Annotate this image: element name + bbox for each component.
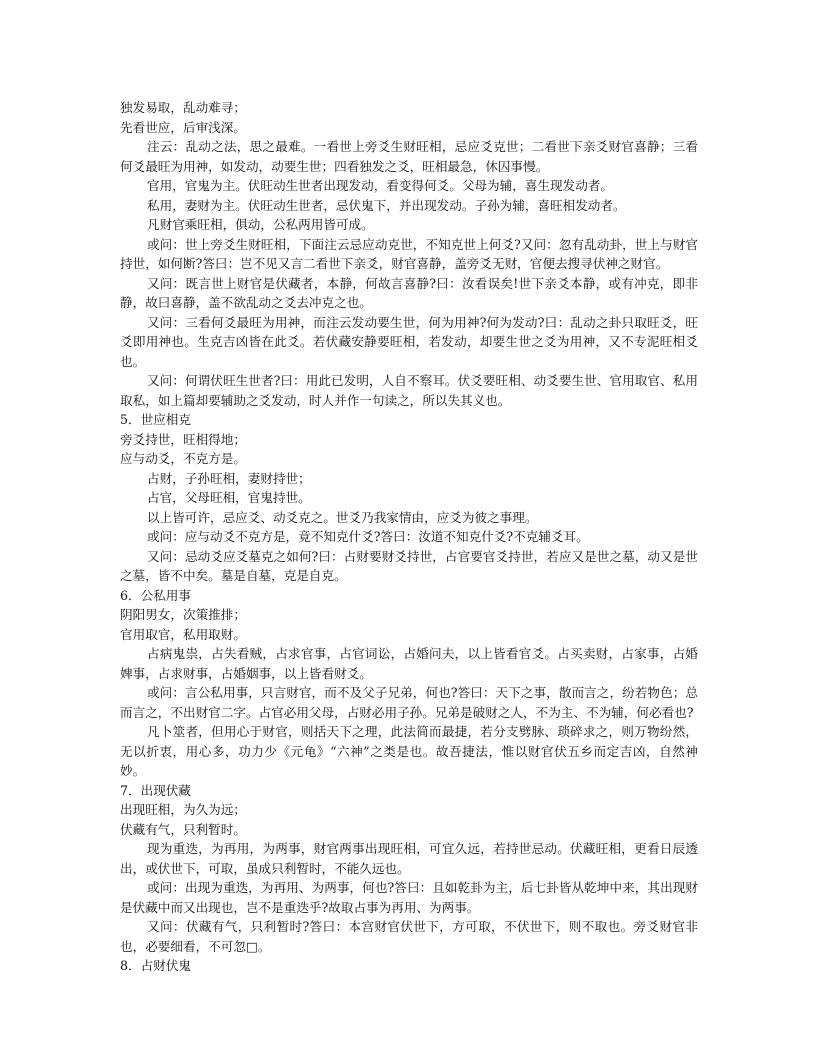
- verse-line: 出现旺相，为久为远；: [120, 802, 246, 817]
- paragraph: 占财，子孙旺相，妻财持世；: [147, 470, 311, 486]
- paragraph: 或问：应与动爻不克方是，竟不知克什爻?答曰：汝道不知克什爻?不克辅爻耳。: [147, 529, 589, 544]
- paragraph: 又问：忌动爻应爻墓克之如何?曰：占财要财爻持世，占官要官爻持世，若应又是世之墓，动又是世之墓，皆不中矣。墓是自墓，克是自克。: [120, 548, 698, 583]
- verse-line: 伏藏有气，只利暂时。: [120, 821, 246, 837]
- verse-line: 独发易取，乱动难寻；: [120, 100, 246, 115]
- paragraph: 现为重迭，为再用，为两事，财官两事出现旺相，可宜久远，若持世忌动。伏藏旺相，更看日辰透出，或伏世下，可取，虽成只利暂时，不能久远也。: [120, 841, 698, 876]
- paragraph: 注云：乱动之法，思之最难。一看世上旁爻生财旺相，忌应爻克世；二看世下亲爻财官喜静；三看何爻最旺为用神，如发动，动要生世；四看独发之爻，旺相最急，休囚事慢。: [120, 139, 698, 174]
- paragraph: 又问：伏藏有气，只利暂时?答曰：本宫财官伏世下，方可取，不伏世下，则不取也。旁爻财官非也，必要细看，不可忽□。: [120, 919, 698, 954]
- verse-line: 应与动爻，不克方是。: [120, 451, 246, 466]
- paragraph: 占官，父母旺相，官鬼持世。: [147, 490, 311, 505]
- section-heading: 6．公私用事: [120, 587, 191, 603]
- verse-line: 阴阳男女，次策推排；: [120, 607, 246, 622]
- paragraph: 私用，妻财为主。伏旺动生世者，忌伏鬼下，并出现发动。子孙为辅，喜旺相发动者。: [147, 197, 626, 213]
- verse-line: 官用取官，私用取财。: [120, 626, 246, 642]
- paragraph: 凡卜筮者，但用心于财官，则括天下之理，此法简而最捷，若分支劈脉、琐碎求之，则万物纷然，无以折衷，用心多，功力少《元龟》“六神”之类是也。故吾捷法，惟以财官伏五乡而定吉凶，自然神妙。: [120, 724, 698, 778]
- paragraph: 以上皆可许，忌应爻、动爻克之。世爻乃我家情由，应爻为彼之事理。: [147, 509, 538, 525]
- section-heading: 5．世应相克: [120, 412, 191, 427]
- paragraph: 或问：出现为重迭，为再用、为两事，何也?答曰：且如乾卦为主，后七卦皆从乾坤中来，其出现财是伏藏中而又出现也，岂不是重迭乎?故取占事为再用、为两事。: [120, 880, 698, 915]
- paragraph: 官用，官鬼为主。伏旺动生世者出现发动，看变得何爻。父母为辅，喜生现发动者。: [147, 178, 613, 193]
- paragraph: 或问：言公私用事，只言财官，而不及父子兄弟，何也?答曰：天下之事，散而言之，纷若物色；总而言之，不出财官二字。占官必用父母，占财必用子孙。兄弟是破财之人，不为主、不为辅，何必看也?: [120, 685, 698, 720]
- paragraph: 又问：三看何爻最旺为用神，而注云发动要生世，何为用神?何为发动?曰：乱动之卦只取旺爻，旺爻即用神也。生克吉凶皆在此爻。若伏藏安静要旺相，若发动，却要生世之爻为用神，又不专泥旺相爻也。: [120, 314, 698, 369]
- section-heading: 8．占财伏鬼: [120, 958, 191, 973]
- document-page: [120, 98, 698, 976]
- paragraph: 又问：何谓伏旺生世者?曰：用此已发明，人自不察耳。伏爻要旺相、动爻要生世、官用取官、私用取私，如上篇却要辅助之爻发动，时人并作一句读之，所以失其义也。: [120, 373, 698, 408]
- paragraph: 凡财官乘旺相，俱动，公私两用皆可成。: [147, 217, 374, 232]
- paragraph: 又问：既言世上财官是伏藏者，本静，何故言喜静?曰：汝看误矣!世下亲爻本静，或有冲克，即非静，故曰喜静，盖不欲乱动之爻去冲克之也。: [120, 275, 698, 310]
- verse-line: 先看世应，后审浅深。: [120, 119, 246, 135]
- paragraph: 或问：世上旁爻生财旺相，下面注云忌应动克世，不知克世上何爻?又问：忽有乱动卦，世上与财官持世，如何断?答曰：岂不见又言二看世下亲爻，财官喜静，盖旁爻无财，官便去搜寻伏神之财官。: [120, 236, 698, 271]
- paragraph: 占病鬼祟，占失看贼，占求官事，占官词讼，占婚问夫，以上皆看官爻。占买卖财，占家事，占婚婢事，占求财事，占婚姻事，以上皆看财爻。: [120, 646, 698, 681]
- section-heading: 7．出现伏藏: [120, 782, 191, 798]
- verse-line: 旁爻持世，旺相得地；: [120, 431, 246, 447]
